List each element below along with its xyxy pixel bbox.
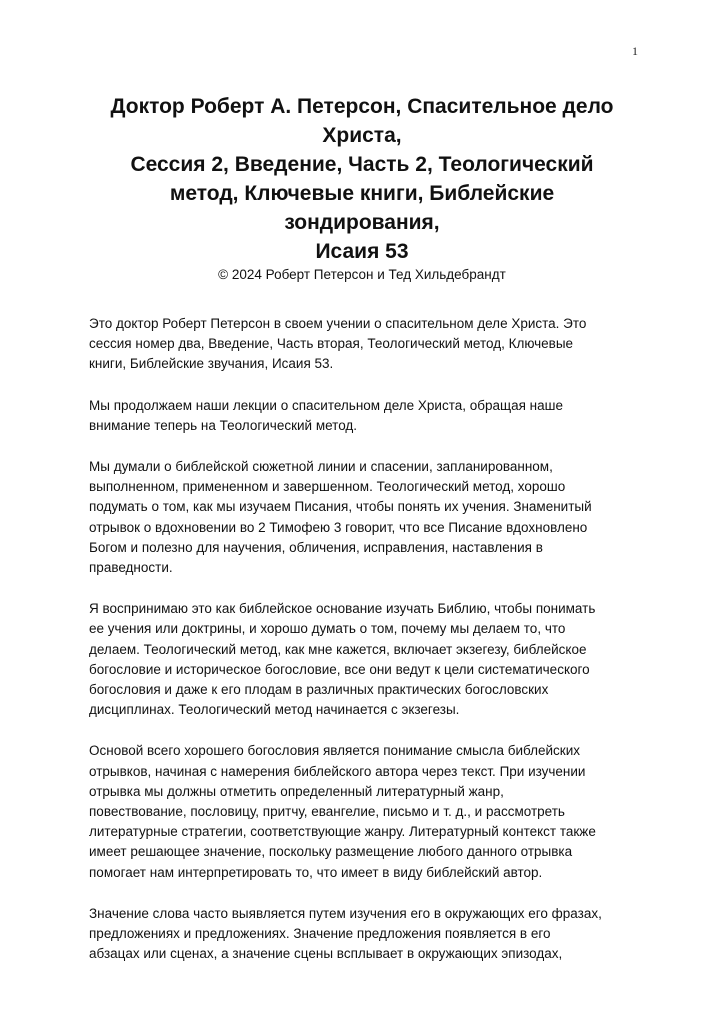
text-line: книги, Библейские звучания, Исаия 53. — [89, 356, 334, 372]
paragraph — [89, 396, 649, 436]
text-line: внимание теперь на Теологический метод. — [89, 417, 358, 433]
title-line: Сессия 2, Введение, Часть 2, Теологический — [130, 153, 594, 176]
document-title — [80, 92, 644, 284]
text-line: отрывка мы должны отметить определенный литературный жанр, — [89, 783, 504, 799]
text-line: литературные стратегии, соответствующие жанру. Литературный контекст также — [89, 824, 596, 840]
text-line: дисциплинах. Теологический метод начинается с экзегезы. — [89, 702, 460, 718]
copyright-notice: © 2024 Роберт Петерсон и Тед Хильдебрандт — [218, 267, 506, 282]
paragraph — [89, 457, 649, 578]
text-line: помогает нам интерпретировать то, что имеет в виду библейский автор. — [89, 864, 543, 880]
text-line: праведности. — [89, 560, 173, 576]
text-line: абзацах или сценах, а значение сцены всплывает в окружающих эпизодах, — [89, 946, 563, 962]
title-line: зондирования, — [284, 211, 440, 234]
paragraph — [89, 599, 649, 720]
text-line: повествование, пословицу, притчу, евангелие, письмо и т. д., и рассмотреть — [89, 804, 565, 820]
text-line: делаем. Теологический метод, как мне кажется, включает экзегезу, библейское — [89, 641, 587, 657]
text-line: Значение слова часто выявляется путем изучения его в окружающих его фразах, — [89, 905, 602, 921]
paragraph — [89, 741, 649, 882]
text-line: богословия и даже к его плодам в различных практических богословских — [89, 682, 549, 698]
text-line: ее учения или доктрины, и хорошо думать о том, почему мы делаем то, что — [89, 621, 566, 637]
title-line: Исаия 53 — [315, 240, 409, 263]
text-line: имеет решающее значение, поскольку размещение любого данного отрывка — [89, 844, 573, 860]
text-line: Мы продолжаем наши лекции о спасительном деле Христа, обращая наше — [89, 397, 563, 413]
text-line: отрывок о вдохновении во 2 Тимофею 3 говорит, что все Писание вдохновлено — [89, 519, 588, 535]
text-line: богословие и историческое богословие, все они ведут к цели систематического — [89, 661, 590, 677]
paragraph — [89, 904, 649, 965]
title-line: Христа, — [322, 124, 402, 147]
paragraph — [89, 314, 649, 375]
text-line: выполненном, примененном и завершенном. Теологический метод, хорошо — [89, 479, 566, 495]
text-line: отрывков, начиная с намерения библейского автора через текст. При изучении — [89, 763, 586, 779]
text-line: подумать о том, как мы изучаем Писания, чтобы понять их учения. Знаменитый — [89, 499, 592, 515]
title-line: метод, Ключевые книги, Библейские — [169, 182, 555, 205]
text-line: Мы думали о библейской сюжетной линии и спасении, запланированном, — [89, 459, 553, 475]
body-text — [89, 314, 649, 985]
text-line: Я воспринимаю это как библейское основание изучать Библию, чтобы понимать — [89, 601, 596, 617]
text-line: предложениях и предложениях. Значение предложения появляется в его — [89, 926, 551, 942]
text-line: сессия номер два, Введение, Часть вторая, Теологический метод, Ключевые — [89, 336, 574, 352]
text-line: Это доктор Роберт Петерсон в своем учении о спасительном деле Христа. Это — [89, 316, 587, 331]
page-number: 1 — [632, 44, 638, 58]
text-line: Богом и полезно для научения, обличения, исправления, наставления в — [89, 539, 543, 555]
text-line: Основой всего хорошего богословия является понимание смысла библейских — [89, 743, 580, 759]
title-line: Доктор Роберт А. Петерсон, Спасительное дело — [110, 95, 614, 118]
